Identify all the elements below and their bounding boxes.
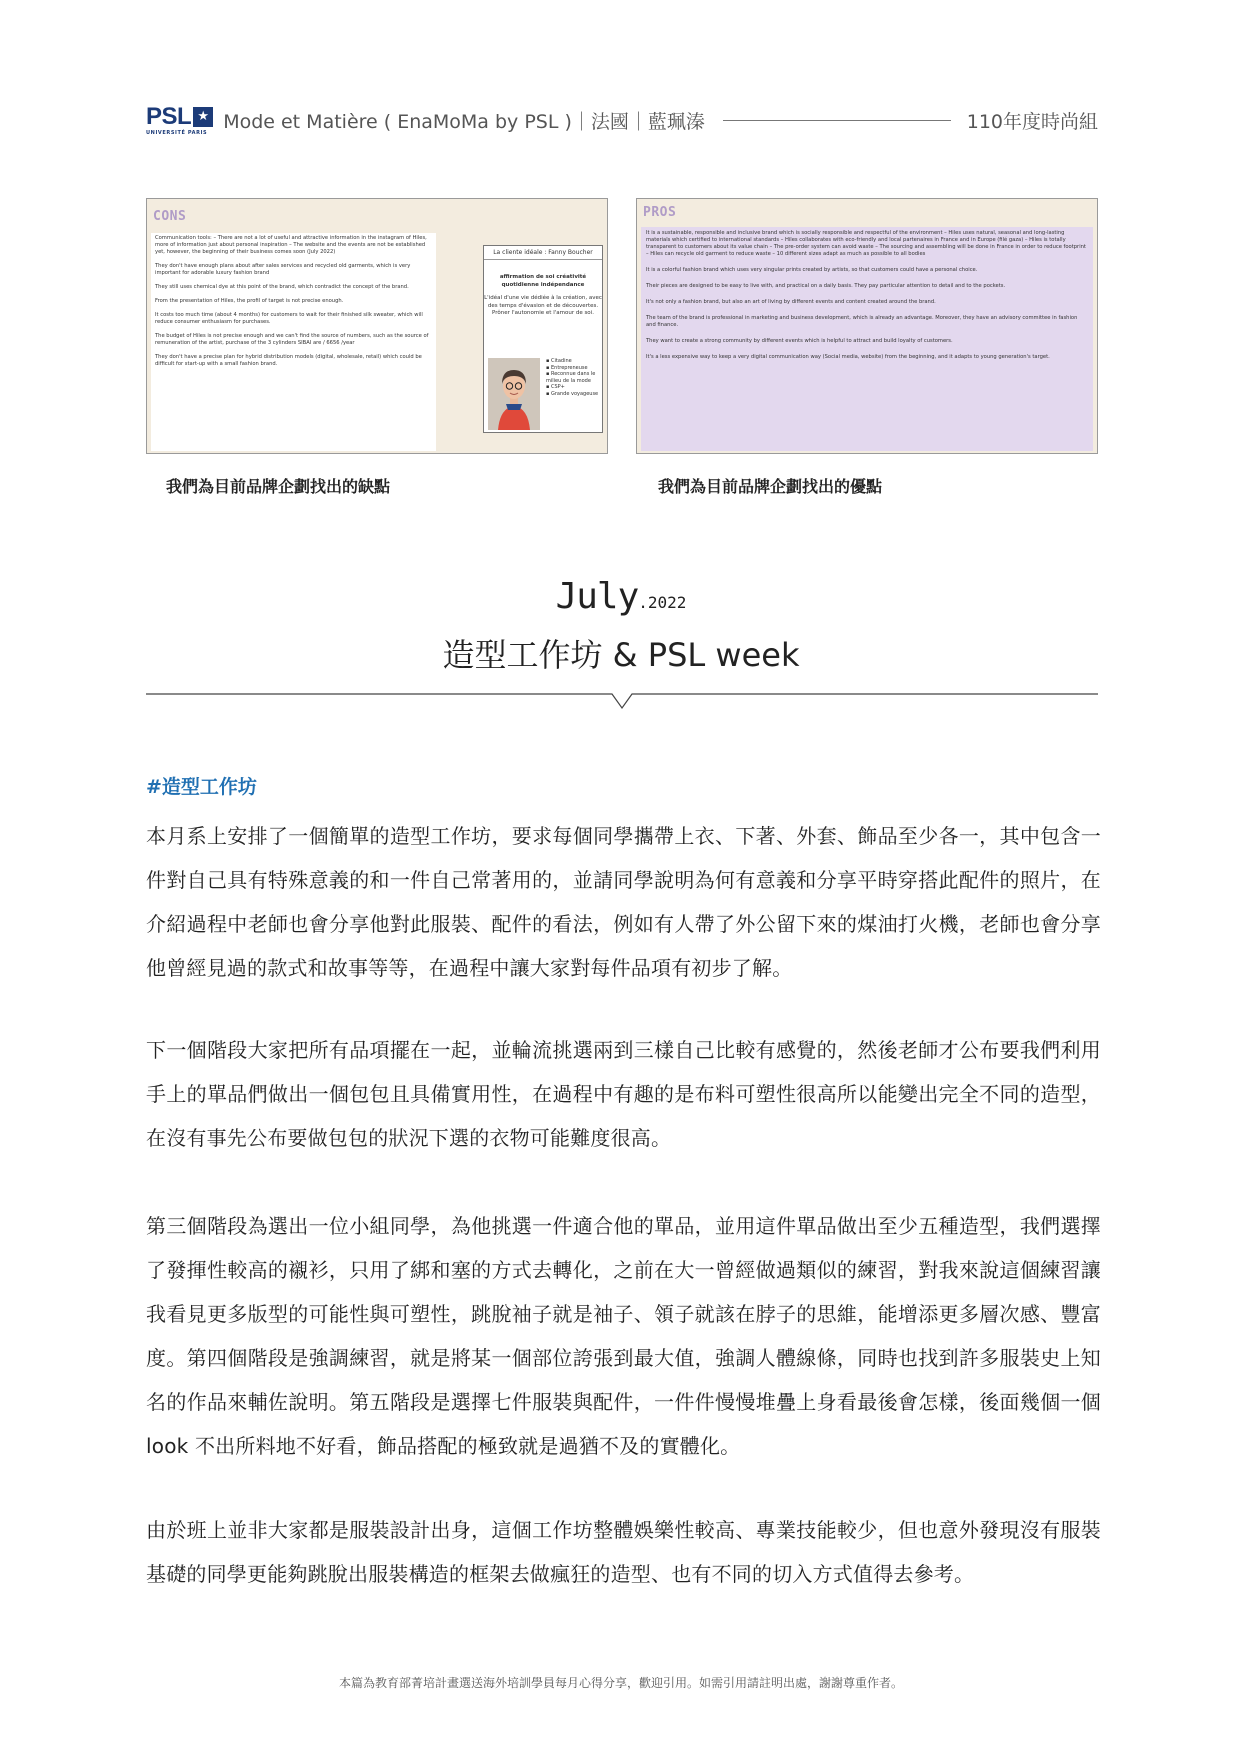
pros-paragraph: Their pieces are designed to be easy to live with, and practical on a daily basis. They pay particular attention to detail and to the pockets.	[646, 283, 1006, 290]
pros-paragraph: It's not only a fashion brand, but also an art of living by different events and content created around the brand.	[646, 299, 936, 306]
cons-paragraph: The budget of Hiles is not precise enough and we can't find the source of numbers, such as the source of remuneration of the artist, purchase of the 3 cylinders SIBAI are / 6656 /year	[155, 333, 429, 347]
psl-logo	[146, 102, 213, 136]
persona-traits	[546, 358, 602, 397]
cons-paragraph: They don't have a precise plan for hybrid distribution models (digital, wholesale, retail) which could be difficult for start-up with a small fashion brand.	[155, 354, 422, 368]
persona-trait: ▪ Grande voyageuse	[546, 391, 602, 398]
pros-slide-text	[641, 227, 1093, 451]
article-paragraph: 由於班上並非大家都是服裝設計出身，這個工作坊整體娛樂性較高、專業技能較少，但也意外發現沒有服裝基礎的同學更能夠跳脫出服裝構造的框架去做瘋狂的造型、也有不同的切入方式值得去參考。	[146, 1518, 1101, 1586]
page-footer-note: 本篇為教育部菁培計畫選送海外培訓學員每月心得分享，歡迎引用。如需引用請註明出處，謝謝尊重作者。	[338, 1676, 903, 1690]
logo-subtitle: UNIVERSITÉ PARIS	[146, 129, 208, 136]
pros-paragraph: The team of the brand is professional in marketing and business development, which is already an advantage. Moreover, they have an advisory committee in fashion and finance.	[646, 315, 1078, 329]
star-icon: ★	[193, 107, 213, 127]
header-year-label: 110年度時尚組	[966, 110, 1098, 133]
cons-paragraph: It costs too much time (about 4 months) for customers to wait for their finished silk sweater, which will reduce consumer enthusiasm for purchases.	[155, 312, 423, 326]
persona-heading: La cliente idéale : Fanny Boucher	[484, 246, 602, 260]
page-header	[146, 100, 1098, 140]
persona-photo	[488, 358, 540, 430]
section-divider	[146, 690, 1098, 714]
pros-slide-title: PROS	[643, 205, 677, 220]
persona-keywords: affirmation de soi créativité quotidienne indépendance	[499, 274, 587, 288]
header-title: Mode et Matière ( EnaMoMa by PSL )｜法國｜藍珮溱	[223, 110, 705, 133]
article-paragraph: 下一個階段大家把所有品項擺在一起，並輪流挑選兩到三樣自己比較有感覺的，然後老師才公布要我們利用手上的單品們做出一個包包且具備實用性，在過程中有趣的是布料可塑性很高所以能變出完全不同的造型，在沒有事先公布要做包包的狀況下選的衣物可能難度很高。	[146, 1038, 1101, 1150]
cons-caption: 我們為目前品牌企劃找出的缺點	[166, 477, 391, 496]
persona-trait: ▪ Reconnue dans le milieu de la mode	[546, 371, 602, 384]
article-paragraph: 第三個階段為選出一位小組同學，為他挑選一件適合他的單品，並用這件單品做出至少五種造型，我們選擇了發揮性較高的襯衫，只用了綁和塞的方式去轉化，之前在大一曾經做過類似的練習，對我來說這個練習讓我看見更多版型的可能性與可塑性，跳脫袖子就是袖子、領子就該在脖子的思維，能增添更多層次感、豐富度。第四個階段是強調練習，就是將某一個部位誇張到最大值，強調人體線條，同時也找到許多服裝史上知名的作品來輔佐說明。第五階段是選擇七件服裝與配件，一件件慢慢堆疊上身看最後會怎樣，後面幾個一個 look 不出所料地不好看，飾品搭配的極致就是過猶不及的實體化。	[146, 1214, 1101, 1458]
persona-description: L'idéal d'une vie dédiée à la création, avec des temps d'évasion et de découvertes. Prôner l'autonomie et l'amour de soi.	[484, 295, 602, 317]
cons-paragraph: From the presentation of Hiles, the profil of target is not precise enough.	[155, 298, 344, 305]
cons-paragraph: They don't have enough plans about after sales services and recycled old garments, which is very important for adorable luxury fashion brand	[155, 263, 411, 277]
year-label: .2022	[638, 593, 687, 612]
article-tag: #造型工作坊	[146, 776, 257, 798]
logo-text: PSL	[146, 102, 192, 130]
month-label: July	[555, 576, 639, 617]
header-rule	[723, 120, 951, 121]
pros-slide-image	[636, 198, 1098, 454]
persona-trait: ▪ Citadine	[546, 358, 602, 365]
cons-paragraph: They still uses chemical dye at this point of the brand, which contradict the concept of the brand.	[155, 284, 409, 291]
cons-paragraph: Communication tools: – There are not a lot of useful and attractive information in the instagram of Hiles, more of information just about personal inspiration – The website and the events are not be established yet, however, the beginning of their business comes soon (July 2022)	[155, 235, 427, 256]
pros-paragraph: They want to create a strong community by different events which is helpful to attract and build loyalty of customers.	[646, 338, 953, 345]
cons-slide-text	[151, 233, 436, 451]
pros-paragraph: It is a colorful fashion brand which uses very singular prints created by artists, so that customers could have a personal choice.	[646, 267, 978, 274]
cons-slide-title: CONS	[153, 209, 187, 224]
persona-trait: ▪ CSP+	[546, 384, 602, 391]
persona-trait: ▪ Entrepreneuse	[546, 365, 602, 372]
section-title: 造型工作坊 & PSL week	[442, 636, 800, 674]
article-paragraph: 本月系上安排了一個簡單的造型工作坊，要求每個同學攜帶上衣、下著、外套、飾品至少各一，其中包含一件對自己具有特殊意義的和一件自己常著用的，並請同學說明為何有意義和分享平時穿搭此配件的照片，在介紹過程中老師也會分享他對此服裝、配件的看法，例如有人帶了外公留下來的煤油打火機，老師也會分享他曾經見過的款式和故事等等，在過程中讓大家對每件品項有初步了解。	[146, 824, 1101, 980]
persona-card	[483, 245, 603, 433]
pros-caption: 我們為目前品牌企劃找出的優點	[658, 477, 883, 496]
cons-slide-image	[146, 198, 608, 454]
pros-paragraph: It's a less expensive way to keep a very digital communication way (Social media, website) from the beginning, and it adapts to young generation's target.	[646, 354, 1050, 361]
month-heading	[0, 576, 1242, 617]
pros-paragraph: It is a sustainable, responsible and inclusive brand which is socially responsible and respectful of the environment – Hiles uses natural, seasonal and long-lasting materials which certified to international standards – Hiles collaborates with eco-friendly and local partenaires in France and in Europe (filé gaza) – Hiles is totally transparent to customers about its value chain – The pre-order system can avoid waste – The sourcing and assembling will be done in France in order to reduce footprint – Hiles can recycle old garment to reduce waste – 10 different sizes adapt as much as possible to all bodies	[646, 230, 1086, 258]
